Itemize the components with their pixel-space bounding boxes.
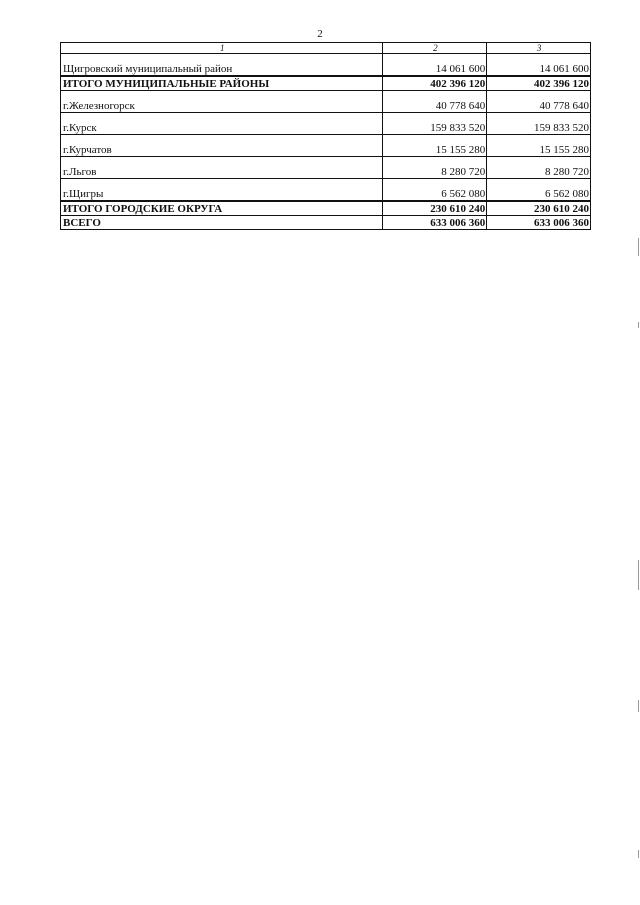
table-row	[61, 54, 591, 77]
scan-edge-mark	[638, 700, 639, 712]
row-name: Щигровский муниципальный район	[61, 54, 383, 77]
table-header-row	[61, 43, 591, 54]
row-value-col3: 159 833 520	[487, 113, 591, 135]
row-value-col2: 159 833 520	[383, 113, 487, 135]
row-value-col2: 15 155 280	[383, 135, 487, 157]
row-name: г.Щигры	[61, 179, 383, 202]
scan-edge-mark	[638, 322, 639, 328]
row-value-col2: 40 778 640	[383, 91, 487, 113]
row-value-col2: 8 280 720	[383, 157, 487, 179]
row-value-col2: 230 610 240	[383, 201, 487, 216]
table-row-grand-total	[61, 216, 591, 230]
row-name: г.Курчатов	[61, 135, 383, 157]
scan-edge-mark	[638, 238, 639, 256]
table-row	[61, 179, 591, 202]
row-value-col3: 633 006 360	[487, 216, 591, 230]
column-header-2: 2	[383, 43, 487, 54]
table-row	[61, 157, 591, 179]
table-row-subtotal-cities	[61, 201, 591, 216]
table-row-subtotal-districts	[61, 76, 591, 91]
budget-table	[60, 42, 591, 230]
row-value-col2: 14 061 600	[383, 54, 487, 77]
row-name: г.Льгов	[61, 157, 383, 179]
scan-edge-mark	[638, 560, 639, 590]
row-value-col2: 6 562 080	[383, 179, 487, 202]
row-value-col3: 15 155 280	[487, 135, 591, 157]
page-number: 2	[317, 28, 323, 40]
table-row	[61, 91, 591, 113]
row-value-col3: 14 061 600	[487, 54, 591, 77]
row-value-col2: 402 396 120	[383, 76, 487, 91]
row-name: ИТОГО МУНИЦИПАЛЬНЫЕ РАЙОНЫ	[61, 76, 383, 91]
row-name: ИТОГО ГОРОДСКИЕ ОКРУГА	[61, 201, 383, 216]
row-value-col2: 633 006 360	[383, 216, 487, 230]
row-value-col3: 6 562 080	[487, 179, 591, 202]
row-name: г.Курск	[61, 113, 383, 135]
column-header-1: 1	[61, 43, 383, 54]
row-value-col3: 8 280 720	[487, 157, 591, 179]
column-header-3: 3	[487, 43, 591, 54]
row-name: ВСЕГО	[61, 216, 383, 230]
row-value-col3: 402 396 120	[487, 76, 591, 91]
row-value-col3: 230 610 240	[487, 201, 591, 216]
table-row	[61, 113, 591, 135]
table-row	[61, 135, 591, 157]
scan-edge-mark	[638, 850, 639, 858]
row-name: г.Железногорск	[61, 91, 383, 113]
row-value-col3: 40 778 640	[487, 91, 591, 113]
